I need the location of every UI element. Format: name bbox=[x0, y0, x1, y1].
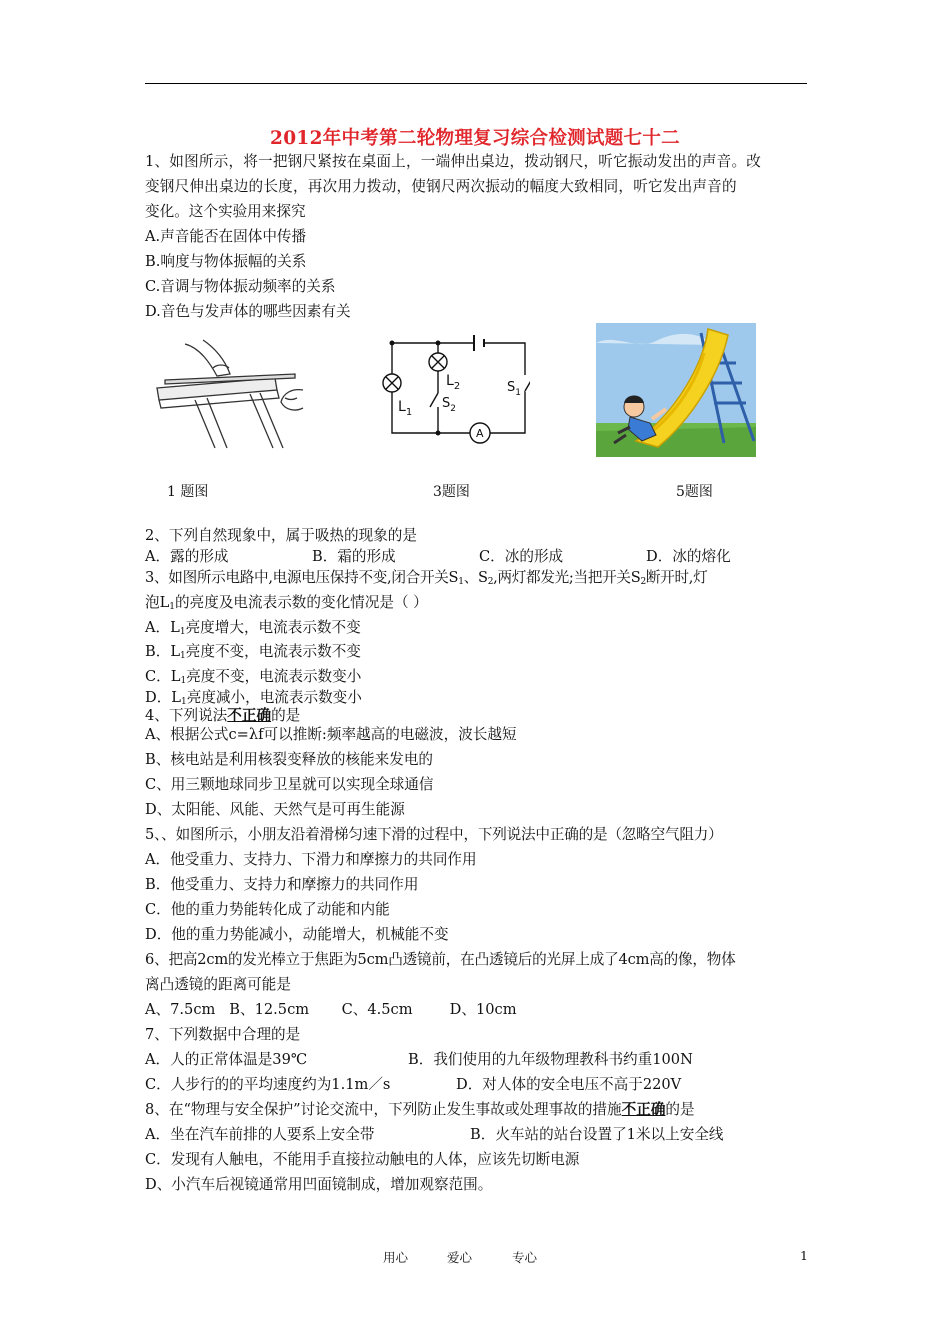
circuit-diagram bbox=[380, 333, 530, 445]
q5-stem: 5、、如图所示，小朋友沿着滑梯匀速下滑的过程中，下列说法中正确的是（忽略空气阻力） bbox=[145, 826, 723, 843]
q5-option-b: B．他受重力、支持力和摩擦力的共同作用 bbox=[145, 876, 419, 893]
figure-3-caption: 3题图 bbox=[433, 484, 470, 500]
page-number: 1 bbox=[800, 1248, 808, 1263]
q6-line-1: 6、把高2cm的发光棒立于焦距为5cm凸透镜前，在凸透镜后的光屏上成了4cm高的像，物体 bbox=[145, 951, 736, 968]
switch-s1-label: $S_1$ bbox=[507, 380, 521, 398]
figure-1-caption: 1 题图 bbox=[167, 484, 209, 500]
q8-stem: 8、在“物理与安全保护”讨论交流中，下列防止发生事故或处理事故的措施不正确的是 bbox=[145, 1101, 695, 1118]
q3-option-d: D．$L_1$亮度减小，电流表示数变小 bbox=[145, 689, 362, 707]
q3-line-1: 3、如图所示电路中,电源电压保持不变,闭合开关$S_1$、$S_2$,两灯都发光;当把开关$S_2$断开时,灯 bbox=[145, 569, 708, 587]
q2-option-b: B．霜的形成 bbox=[312, 548, 396, 565]
q1-option-b: B.响度与物体振幅的关系 bbox=[145, 253, 307, 270]
q4-option-d: D、太阳能、风能、天然气是可再生能源 bbox=[145, 801, 405, 818]
switch-s2-label: $S_2$ bbox=[442, 396, 456, 414]
page-title: 2012年中考第二轮物理复习综合检测试题七十二 bbox=[270, 128, 680, 149]
q8-option-d: D、小汽车后视镜通常用凹面镜制成，增加观察范围。 bbox=[145, 1176, 493, 1193]
q2-stem: 2、下列自然现象中，属于吸热的现象的是 bbox=[145, 527, 417, 544]
ammeter-label: A bbox=[476, 427, 484, 440]
q4-stem: 4、下列说法不正确的是 bbox=[145, 707, 301, 724]
footer-text-1: 用心 bbox=[383, 1250, 409, 1265]
q5-option-c: C．他的重力势能转化成了动能和内能 bbox=[145, 901, 390, 918]
q6-options: A、7.5cm B、12.5cm C、4.5cm D、10cm bbox=[145, 1001, 517, 1018]
q1-line-2: 变钢尺伸出桌边的长度，再次用力拨动，使钢尺两次振动的幅度大致相同，听它发出声音的 bbox=[145, 178, 737, 195]
q5-option-a: A．他受重力、支持力、下滑力和摩擦力的共同作用 bbox=[145, 851, 477, 868]
q7-option-a: A．人的正常体温是39℃ bbox=[145, 1051, 308, 1068]
q1-line-1: 1、如图所示，将一把钢尺紧按在桌面上，一端伸出桌边，拨动钢尺，听它振动发出的声音。改 bbox=[145, 153, 762, 170]
figure-5-caption: 5题图 bbox=[676, 484, 713, 500]
q4-option-b: B、核电站是利用核裂变释放的核能来发电的 bbox=[145, 751, 434, 768]
q3-option-a: A．$L_1$亮度增大，电流表示数不变 bbox=[145, 619, 361, 637]
lamp-l1-label: $L_1$ bbox=[398, 399, 413, 418]
q7-option-b: B．我们使用的九年级物理教科书约重100N bbox=[408, 1051, 693, 1068]
q4-option-c: C、用三颗地球同步卫星就可以实现全球通信 bbox=[145, 776, 434, 793]
q8-option-c: C．发现有人触电，不能用手直接拉动触电的人体，应该先切断电源 bbox=[145, 1151, 580, 1168]
q3-line-2: 泡$L_1$的亮度及电流表示数的变化情况是（ ） bbox=[145, 594, 428, 612]
ruler-figure bbox=[155, 338, 305, 450]
q7-option-d: D．对人体的安全电压不高于220V bbox=[456, 1076, 682, 1093]
q3-option-b: B．$L_1$亮度不变，电流表示数不变 bbox=[145, 643, 361, 661]
q2-option-c: C．冰的形成 bbox=[479, 548, 564, 565]
q1-line-3: 变化。这个实验用来探究 bbox=[145, 203, 306, 220]
q5-option-d: D．他的重力势能减小，动能增大，机械能不变 bbox=[145, 926, 449, 943]
q1-option-c: C.音调与物体振动频率的关系 bbox=[145, 278, 336, 295]
q2-option-d: D．冰的熔化 bbox=[646, 548, 731, 565]
slide-illustration bbox=[596, 323, 756, 457]
lamp-l2-label: $L_2$ bbox=[446, 373, 461, 392]
q6-line-2: 离凸透镜的距离可能是 bbox=[145, 976, 291, 993]
footer-text-2: 爱心 bbox=[447, 1250, 473, 1265]
q8-option-b: B．火车站的站台设置了1米以上安全线 bbox=[470, 1126, 724, 1143]
q7-option-c: C．人步行的的平均速度约为1.1m／s bbox=[145, 1076, 391, 1093]
q4-option-a: A、根据公式c=λf可以推断:频率越高的电磁波，波长越短 bbox=[145, 726, 517, 743]
footer-text-3: 专心 bbox=[512, 1250, 538, 1265]
q3-option-c: C．$L_1$亮度不变，电流表示数变小 bbox=[145, 668, 362, 686]
q8-option-a: A．坐在汽车前排的人要系上安全带 bbox=[145, 1126, 375, 1143]
q7-stem: 7、下列数据中合理的是 bbox=[145, 1026, 301, 1043]
q1-option-a: A.声音能否在固体中传播 bbox=[145, 228, 307, 245]
q1-option-d: D.音色与发声体的哪些因素有关 bbox=[145, 303, 351, 320]
q2-option-a: A．露的形成 bbox=[145, 548, 229, 565]
header-rule bbox=[145, 83, 807, 84]
